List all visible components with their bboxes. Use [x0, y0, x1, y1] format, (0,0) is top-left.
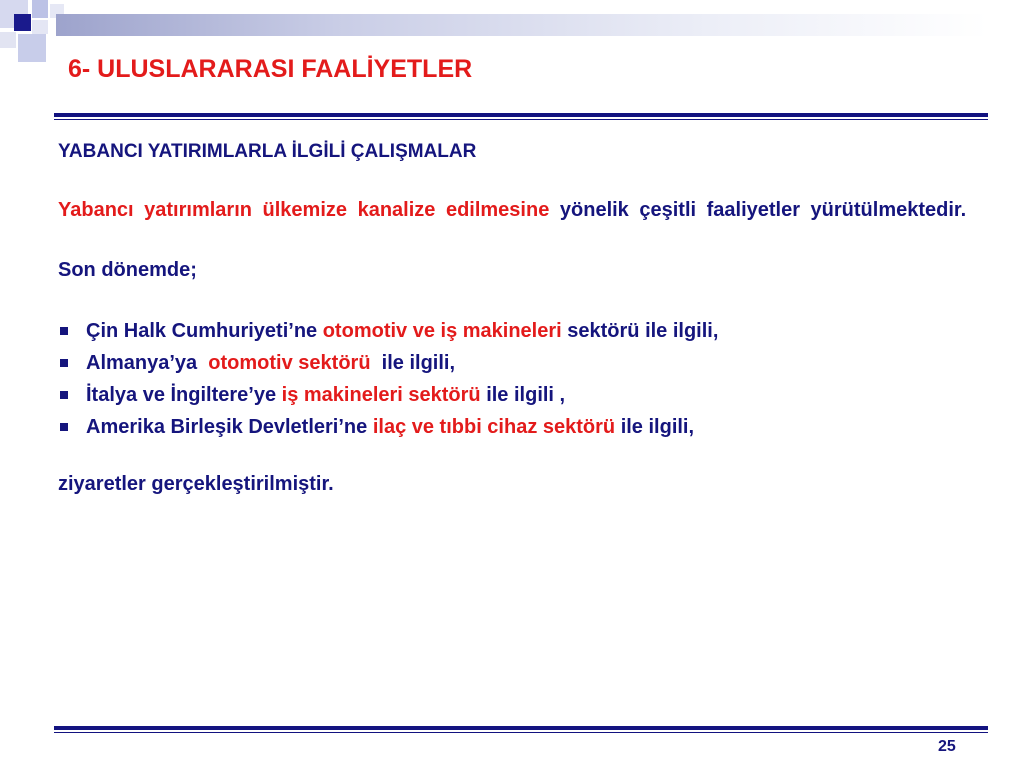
- square-bullet-icon: [60, 391, 68, 399]
- list-item-text: ile ilgili,: [615, 416, 695, 438]
- list-item-text: Almanya’ya: [86, 352, 209, 374]
- page-number: 25: [938, 738, 956, 755]
- decorative-square: [0, 32, 16, 48]
- son-donemde-label: Son dönemde;: [58, 259, 197, 281]
- list-item-text: Amerika Birleşik Devletleri’ne: [86, 416, 373, 438]
- list-item-text: ile ilgili ,: [480, 384, 566, 406]
- visit-list: [58, 315, 982, 443]
- list-item-highlight: ilaç ve tıbbi cihaz sektörü: [372, 416, 616, 438]
- list-item-highlight: iş makineleri sektörü: [281, 384, 481, 406]
- footer-rule-thin: [54, 732, 988, 733]
- square-bullet-icon: [60, 327, 68, 335]
- intro-paragraph: [58, 195, 982, 225]
- decorative-square: [18, 34, 46, 62]
- header-rule-thin: [54, 119, 988, 120]
- list-item-text: Çin Halk Cumhuriyeti’ne: [86, 320, 323, 342]
- intro-text: yönelik çeşitli faaliyetler yürütülmektedir.: [549, 199, 967, 221]
- list-item: [58, 379, 982, 411]
- list-item: [58, 411, 982, 443]
- square-bullet-icon: [60, 359, 68, 367]
- slide-title: 6- ULUSLARARASI FAALİYETLER: [68, 55, 473, 83]
- decorative-square-dark: [14, 14, 31, 31]
- closing-text: ziyaretler gerçekleştirilmiştir.: [58, 473, 334, 495]
- slide-content: [58, 138, 982, 499]
- square-bullet-icon: [60, 423, 68, 431]
- list-item-highlight: otomotiv ve iş makineleri: [322, 320, 562, 342]
- header-gradient-bar: [56, 14, 988, 36]
- decorative-square: [32, 20, 48, 34]
- footer-rule: [54, 726, 988, 730]
- header-rule: [54, 113, 988, 117]
- list-item-highlight: otomotiv sektörü: [208, 352, 371, 374]
- intro-highlight: Yabancı yatırımların ülkemize kanalize edilmesine: [58, 199, 550, 221]
- decorative-square: [32, 0, 48, 18]
- list-item: [58, 315, 982, 347]
- list-item-text: İtalya ve İngiltere’ye: [86, 384, 282, 406]
- list-item-text: sektörü ile ilgili,: [561, 320, 719, 342]
- list-item: [58, 347, 982, 379]
- list-item-text: ile ilgili,: [370, 352, 456, 374]
- section-subtitle: YABANCI YATIRIMLARLA İLGİLİ ÇALIŞMALAR: [58, 141, 477, 162]
